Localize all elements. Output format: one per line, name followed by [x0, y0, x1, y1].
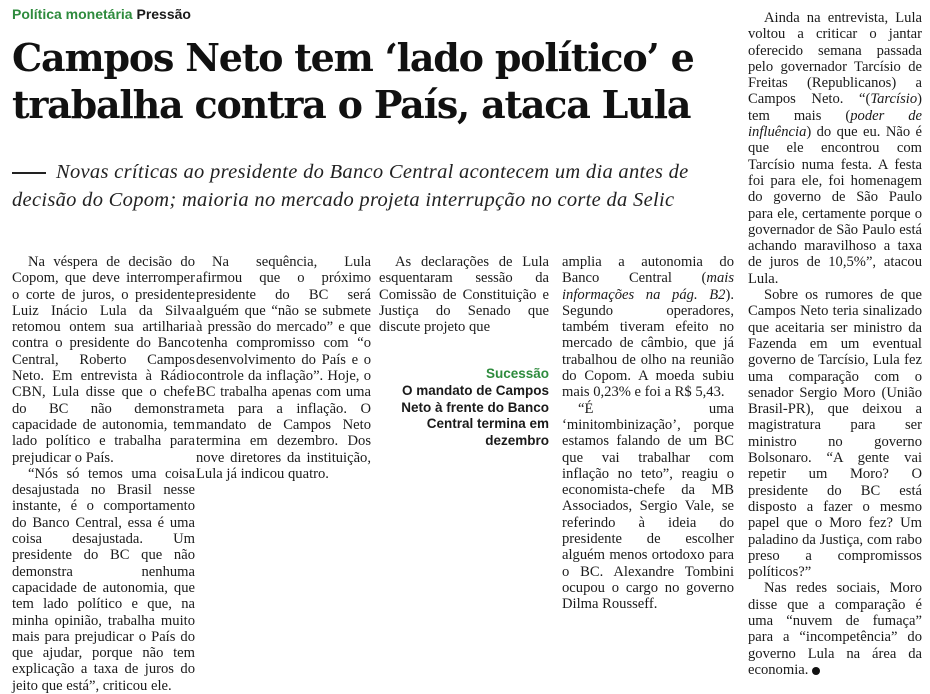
article-column-5: [748, 10, 922, 678]
paragraph: As declarações de Lula esquentaram sessão da Comissão de Constituição e Justiça do Senado que discute projeto que: [379, 254, 549, 336]
paragraph: Na sequência, Lula afirmou que o próximo presidente do BC será alguém que “não se submete à pressão do mercado” e que tenha compromisso com “o desenvolvimento do País e o controle da inflação”. Hoje, o BC trabalha apenas com uma meta para a inflação. O mandato de Campos Neto termina em dezembro. Dos nove diretores da instituição, Lula já indicou quatro.: [196, 254, 371, 482]
paragraph: Ainda na entrevista, Lula voltou a criticar o jantar oferecido semana passada pelo governador Tarcísio de Freitas (Republicanos) a Campos Neto. “(Tarcísio) tem mais (poder de influência) do que eu. Não é que ele encontrou com Tarcísio numa festa. A festa foi para ele, foi homenagem do governo de São Paulo para ele, certamente porque o governador de São Paulo está achando maravilhoso a taxa de juros de 10,5%”, atacou Lula.: [748, 10, 922, 287]
subsection-label: Pressão: [136, 6, 191, 22]
headline: Campos Neto tem ‘lado político’ e trabalha contra o País, ataca Lula: [12, 35, 694, 127]
article-column-2: [196, 254, 371, 540]
deck-rule: [12, 172, 46, 174]
deck-text: Novas críticas ao presidente do Banco Central acontecem um dia antes de decisão do Copom; maioria no mercado projeta interrupção no corte da Selic: [12, 161, 689, 211]
sidebar-callout: [379, 366, 549, 449]
section-label: Política monetária: [12, 6, 133, 22]
paragraph: “Nós só temos uma coisa desajustada no Brasil nesse instante, é o comportamento do Banco Central, essa é uma coisa desajustada. Um presidente do BC que não demonstra nenhuma capacidade de autonomia, que tem lado político e que, na minha opinião, trabalha muito mais para prejudicar o País do que ajudar, porque não tem explicação a taxa de juros do jeito que está”, criticou ele.: [12, 465, 195, 694]
kicker: [12, 5, 191, 23]
end-mark-icon: [812, 667, 820, 675]
paragraph: “É uma ‘minitombinização’, porque estamos falando de um BC que vai trabalhar com inflação no teto”, reagiu o economista-chefe da MB Associados, Sergio Vale, se referindo à ideia do presidente de escolher alguém menos ortodoxo para o BC. Alexandre Tombini ocupou o cargo no governo Dilma Rousseff.: [562, 400, 734, 613]
paragraph: Sobre os rumores de que Campos Neto teria sinalizado que aceitaria ser ministro da Fazenda em um eventual governo de Tarcísio, Lula fez uma comparação com o senador Sergio Moro (União Brasil-PR), que deixou a magistratura para ser ministro no governo Bolsonaro. “A gente vai repetir um Moro? O presidente do BC está disposto a fazer o mesmo papel que o Moro fez? Um paladino da Justiça, com rabo preso a compromissos políticos?”: [748, 287, 922, 581]
article-column-4: [562, 254, 734, 613]
article-column-1: [12, 254, 195, 694]
paragraph: amplia a autonomia do Banco Central (mais informações na pág. B2). Segundo operadores, também tiveram efeito no mercado de câmbio, que já trabalhou de olho na reunião do Copom. A moeda subiu mais 0,23% e foi a R$ 5,43.: [562, 254, 734, 401]
paragraph: Nas redes sociais, Moro disse que a comparação é uma “nuvem de fumaça” para a “incompetência” do governo Lula na área da economia.: [748, 580, 922, 678]
deck: [12, 158, 724, 214]
sidebar-text: O mandato de Campos Neto à frente do Banco Central termina em dezembro: [401, 383, 549, 448]
paragraph: Na véspera de decisão do Copom, que deve interromper o corte de juros, o presidente Luiz Inácio Lula da Silva retomou ontem sua artilharia contra o presidente do Banco Central, Roberto Campos Neto. Em entrevista à Rádio CBN, Lula disse que o chefe do BC não demonstra capacidade de autonomia, tem lado político e trabalha para prejudicar o País.: [12, 254, 195, 466]
sidebar-tag: Sucessão: [485, 366, 549, 381]
